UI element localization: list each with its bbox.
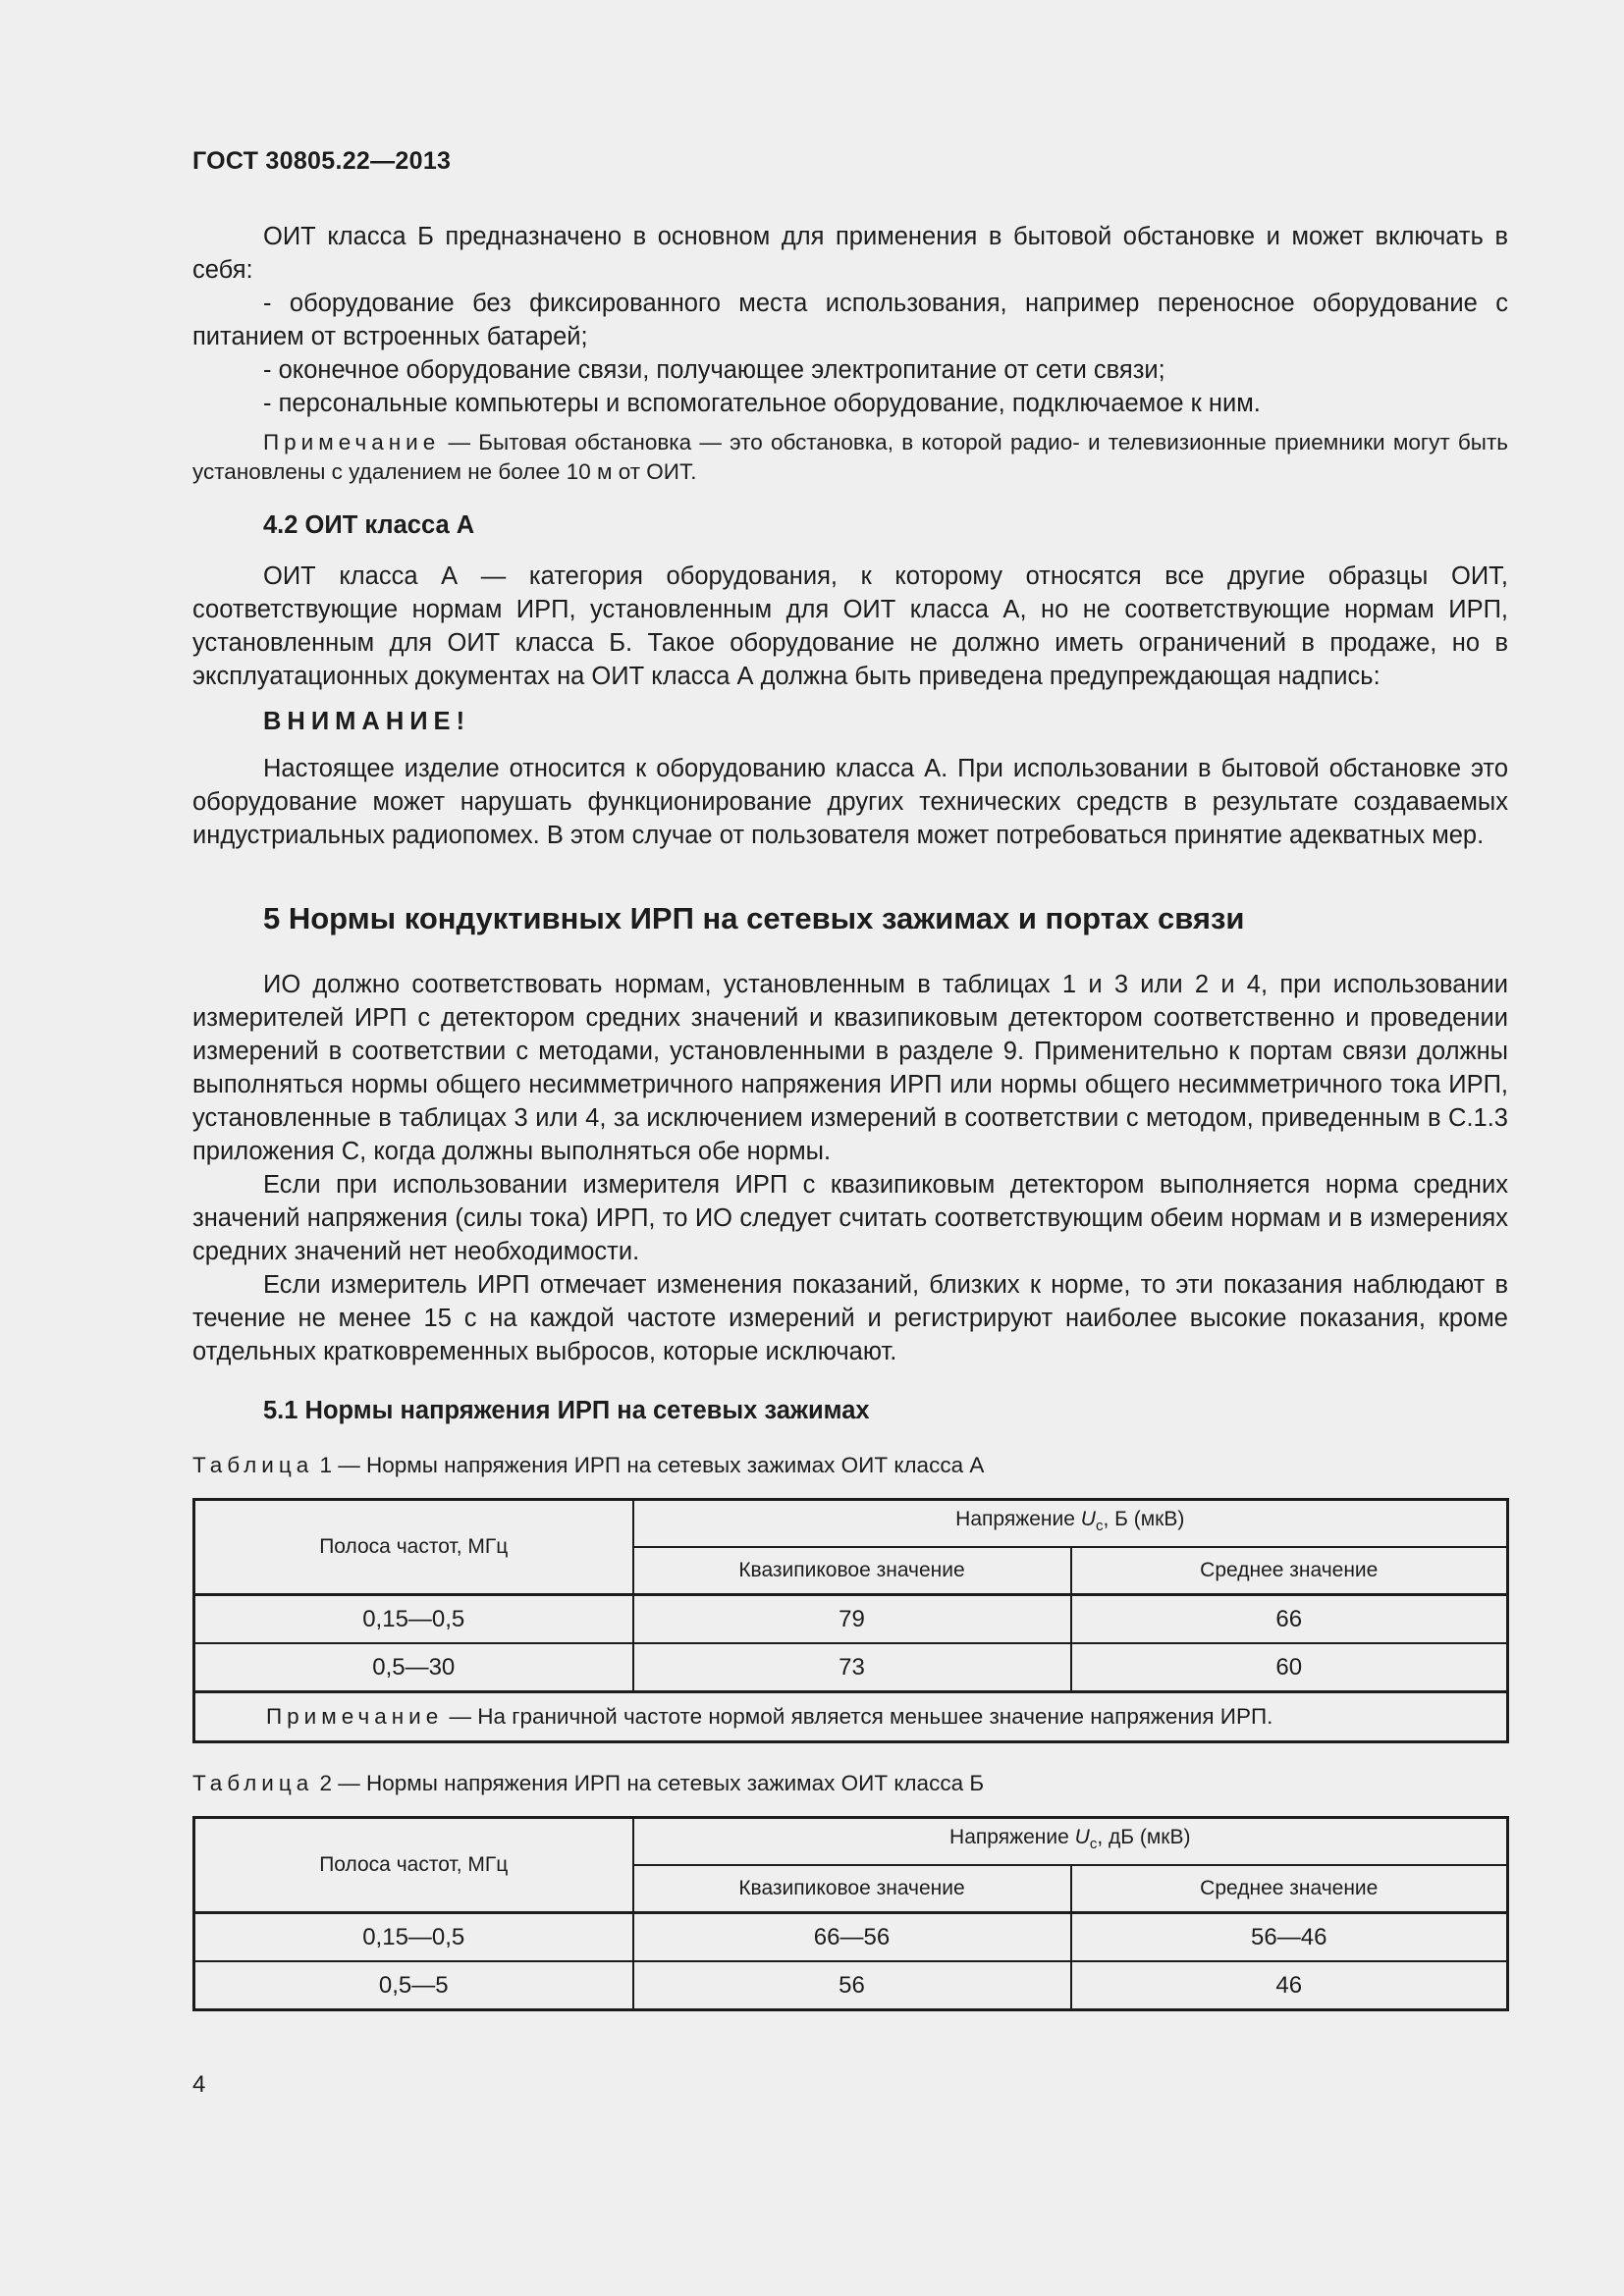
cell-qp: 73	[633, 1643, 1071, 1692]
section-heading-4-2: 4.2 ОИТ класса А	[263, 511, 475, 539]
note	[192, 428, 1508, 487]
cell-freq: 0,5—5	[194, 1961, 633, 2010]
col-header-qp: Квазипиковое значение	[633, 1865, 1071, 1913]
cell-freq: 0,15—0,5	[194, 1595, 633, 1644]
attention-heading: ВНИМАНИЕ!	[263, 708, 471, 735]
table-header-row	[194, 1500, 1508, 1548]
table-note: Примечание — На граничной частоте нормой является меньшее значение напряжения ИРП.	[194, 1692, 1508, 1742]
cell-avg: 46	[1071, 1961, 1508, 2010]
cell-qp: 56	[633, 1961, 1071, 2010]
table-note-row	[194, 1692, 1508, 1742]
cell-qp: 79	[633, 1595, 1071, 1644]
cell-avg: 60	[1071, 1643, 1508, 1692]
note-text: — Бытовая обстановка — это обстановка, в которой радио- и телевизионные приемники могут быть установлены с удалением не более 10 м от ОИТ.	[192, 430, 1508, 484]
col-header-freq: Полоса частот, МГц	[194, 1818, 633, 1913]
table2-caption-label: Таблица	[192, 1771, 314, 1795]
list-item: - персональные компьютеры и вспомогательное оборудование, подключаемое к ним.	[263, 390, 1261, 417]
cell-qp: 66—56	[633, 1913, 1071, 1962]
list-item: - оборудование без фиксированного места использования, например переносное оборудование с питанием от встроенных батарей;	[192, 290, 1508, 350]
table-row	[194, 1961, 1508, 2010]
section-heading-5-1: 5.1 Нормы напряжения ИРП на сетевых зажимах	[263, 1397, 870, 1424]
list-item: - оконечное оборудование связи, получающее электропитание от сети связи;	[263, 356, 1165, 384]
cell-avg: 66	[1071, 1595, 1508, 1644]
cell-freq: 0,15—0,5	[194, 1913, 633, 1962]
table2-caption	[192, 1769, 1508, 1798]
table-1	[192, 1498, 1509, 1743]
paragraph: ИО должно соответствовать нормам, установленным в таблицах 1 и 3 или 2 и 4, при использовании измерителей ИРП с детектором средних значений и квазипиковым детектором соответственно и проведении измерений в соответствии с методами, установленными в разделе 9. Применительно к портам связи должны выполняться нормы общего несимметричного напряжения ИРП или нормы общего несимметричного тока ИРП, установленные в таблицах 3 или 4, за исключением измерений в соответствии с методом, приведенным в С.1.3 приложения С, когда должны выполняться обе нормы.	[192, 971, 1508, 1165]
col-header-freq: Полоса частот, МГц	[194, 1500, 633, 1595]
section-heading-5: 5 Нормы кондуктивных ИРП на сетевых зажимах и портах связи	[263, 901, 1245, 935]
cell-avg: 56—46	[1071, 1913, 1508, 1962]
note-label: Примечание	[263, 430, 441, 454]
col-header-avg: Среднее значение	[1071, 1547, 1508, 1595]
paragraph: ОИТ класса Б предназначено в основном для применения в бытовой обстановке и может включать в себя:	[192, 223, 1508, 284]
table-row	[194, 1595, 1508, 1644]
paragraph: ОИТ класса А — категория оборудования, к которому относятся все другие образцы ОИТ, соответствующие нормам ИРП, установленным для ОИТ класса А, но не соответствующие нормам ИРП, установленным для ОИТ класса Б. Такое оборудование не должно иметь ограничений в продаже, но в эксплуатационных документах на ОИТ класса А должна быть приведена предупреждающая надпись:	[192, 562, 1508, 690]
paragraph: Если при использовании измерителя ИРП с квазипиковым детектором выполняется норма средних значений напряжения (силы тока) ИРП, то ИО следует считать соответствующим обеим нормам и в измерениях средних значений нет необходимости.	[192, 1171, 1508, 1265]
col-header-qp: Квазипиковое значение	[633, 1547, 1071, 1595]
col-header-avg: Среднее значение	[1071, 1865, 1508, 1913]
table2-caption-text: 2 — Нормы напряжения ИРП на сетевых зажимах ОИТ класса Б	[313, 1771, 985, 1795]
table1-caption	[192, 1451, 1508, 1480]
table-row	[194, 1913, 1508, 1962]
cell-freq: 0,5—30	[194, 1643, 633, 1692]
document-header: ГОСТ 30805.22—2013	[192, 147, 452, 175]
table1-caption-label: Таблица	[192, 1453, 314, 1477]
warning-text: Настоящее изделие относится к оборудованию класса А. При использовании в бытовой обстановке это оборудование может нарушать функционирование других технических средств в результате создаваемых индустриальных радиопомех. В этом случае от пользователя может потребоваться принятие адекватных мер.	[192, 755, 1508, 849]
table-header-row	[194, 1818, 1508, 1866]
table1-caption-text: 1 — Нормы напряжения ИРП на сетевых зажимах ОИТ класса А	[313, 1453, 985, 1477]
page-content	[192, 220, 1508, 2011]
page-number: 4	[192, 2071, 206, 2098]
table-row	[194, 1643, 1508, 1692]
col-header-voltage: Напряжение $U_с$, Б (мкВ)	[633, 1500, 1508, 1548]
table-2	[192, 1816, 1509, 2011]
col-header-voltage: Напряжение $U_с$, дБ (мкВ)	[633, 1818, 1508, 1866]
paragraph: Если измеритель ИРП отмечает изменения показаний, близких к норме, то эти показания наблюдают в течение не менее 15 с на каждой частоте измерений и регистрируют наиболее высокие показания, кроме отдельных кратковременных выбросов, которые исключают.	[192, 1271, 1508, 1365]
